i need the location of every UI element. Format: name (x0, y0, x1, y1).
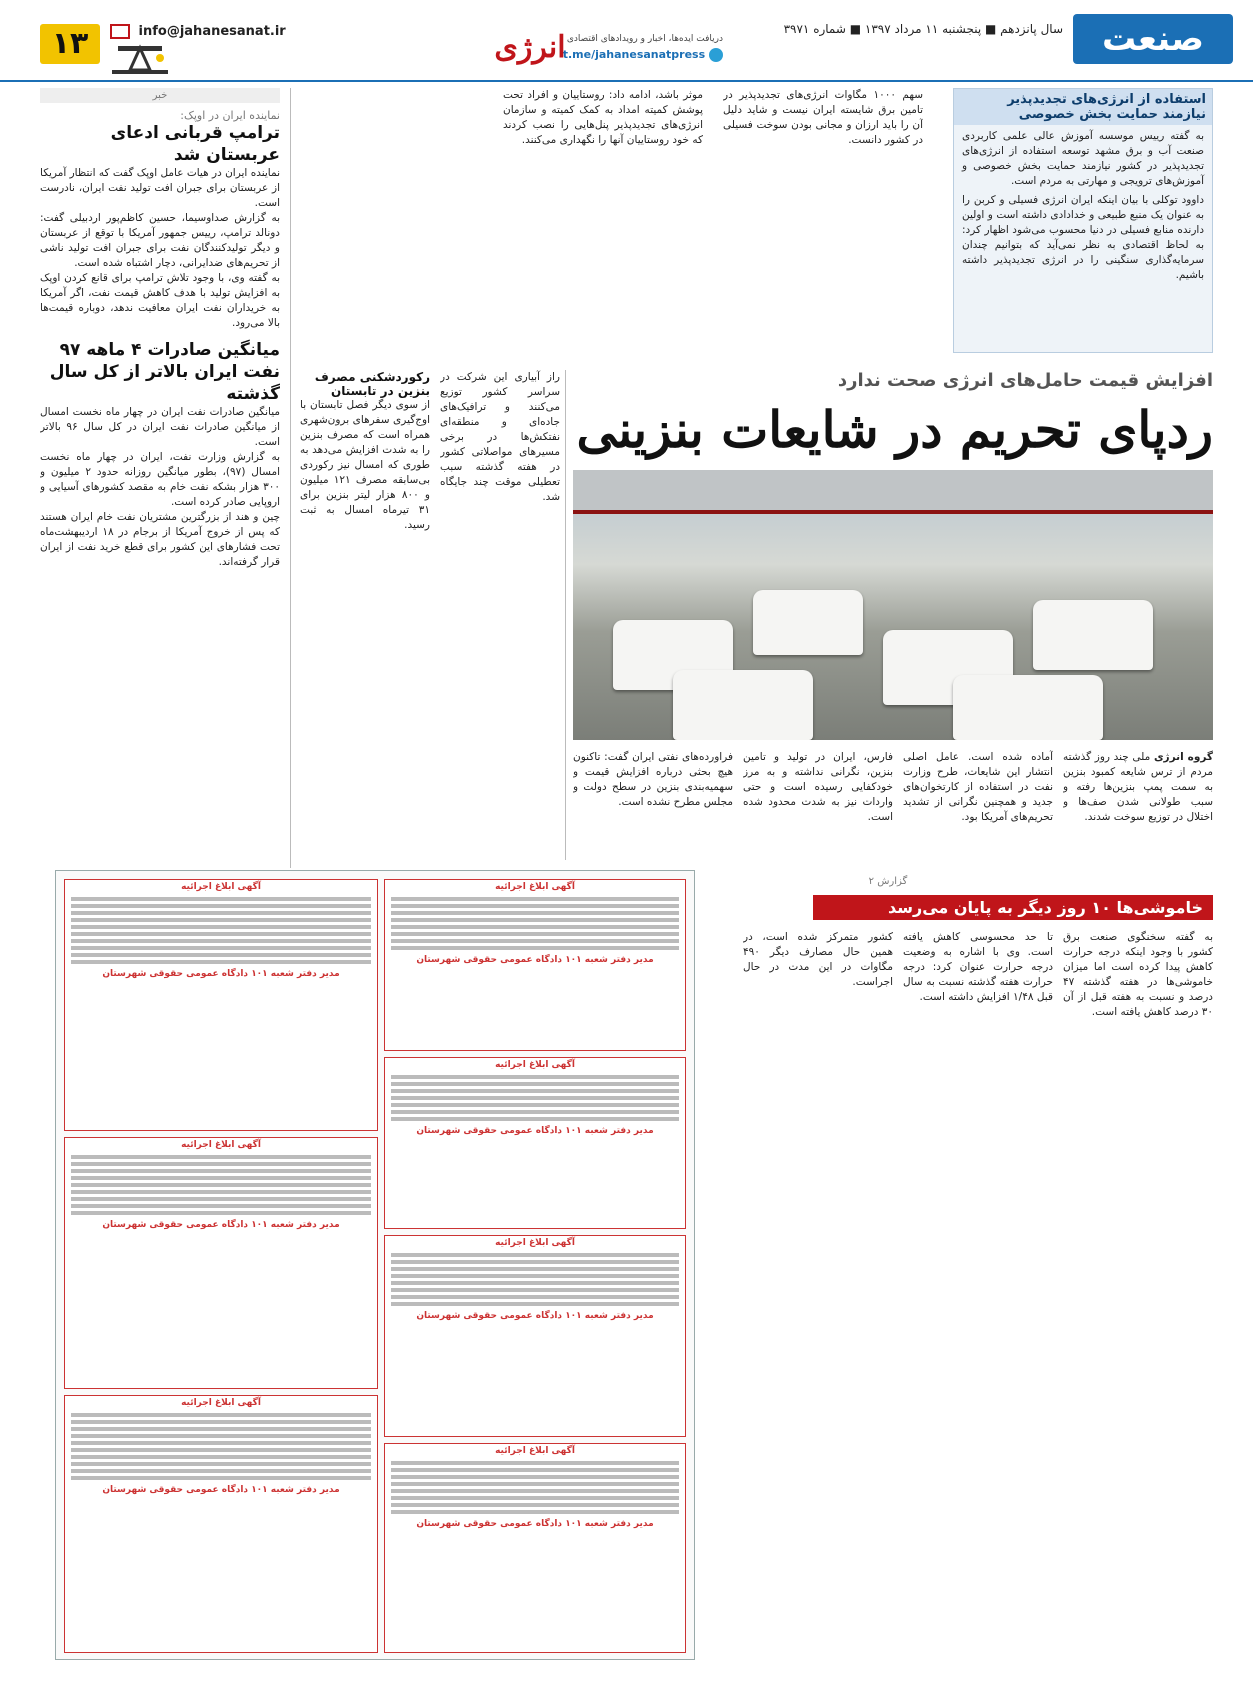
ad-block: آگهی ابلاغ اجرائیه مدیر دفتر شعبه ۱۰۱ دادگاه عمومی حقوقی شهرستان (64, 1395, 378, 1653)
main-lead (1063, 750, 1213, 860)
left-p1: نماینده ایران در هیات عامل اوپک گفت که انتظار آمریکا از عربستان برای جبران افت تولید نفت ایران، نادرست است. (40, 167, 280, 209)
ad-block: آگهی ابلاغ اجرائیه مدیر دفتر شعبه ۱۰۱ دادگاه عمومی حقوقی شهرستان (64, 879, 378, 1131)
left-col-label: خبر (40, 88, 280, 103)
main-headline: ردپای تحریم در شایعات بنزینی (576, 400, 1213, 459)
renewables-p2: داوود توکلی با بیان اینکه ایران انرژی فسیلی و کربن را به عنوان یک منبع طبیعی و خدادادی داشته است و اولین دارنده منابع فسیلی در دنیا محسوب می‌شود اظهار کرد: به لحاظ اقتصادی به نظر نمی‌آید که بتوانیم چندان سرمایه‌گذاری سنگینی را در انرژی تجدیدپذیر داشته باشیم. (962, 194, 1204, 281)
column-divider (565, 370, 566, 860)
issue-line: سال پانزدهم ■ پنجشنبه ۱۱ مرداد ۱۳۹۷ ■ شماره ۳۹۷۱ (783, 22, 1063, 36)
station-canopy (573, 470, 1213, 514)
main-p1: ملی چند روز گذشته مردم از ترس شایعه کمبود بنزین به سمت پمپ بنزین‌ها رفته و سبب طولانی شدن صف‌ها و اختلال در توزیع سوخت شدند. (1063, 751, 1213, 823)
gas-station-photo (573, 470, 1213, 740)
left-column (40, 88, 280, 888)
main-lead-label: گروه انرژی (1153, 751, 1213, 763)
telegram-icon (709, 48, 723, 62)
ad-block: آگهی ابلاغ اجرائیه مدیر دفتر شعبه ۱۰۱ دادگاه عمومی حقوقی شهرستان (64, 1137, 378, 1389)
left-p2: به گزارش صداوسیما، حسین کاظم‌پور اردبیلی گفت: دونالد ترامپ، رییس جمهور آمریکا با توقع از عربستان و دیگر تولیدکنندگان نفت برای جبران افت تولید ناشی از تحریم‌های ضدایرانی، دچار اشتباه شده است. (40, 212, 280, 269)
legal-ads (55, 870, 695, 1660)
consumption-title: رکوردشکنی مصرف بنزین در تابستان (314, 370, 430, 398)
report-p2: تا حد محسوسی کاهش یافته است. وی با اشاره به وضعیت درجه حرارت عنوان کرد: درجه حرارت هفته گذشته نسبت به سال قبل ۱/۴۸ افزایش داشته است. (903, 931, 1053, 1003)
left-p5: به گزارش وزارت نفت، ایران در چهار ماه نخست امسال (۹۷)، بطور میانگین روزانه حدود ۲ میلیون و ۳۰۰ هزار بشکه نفت خام به مقصد کشورهای آسیایی و اروپایی صادر کرده است. (40, 451, 280, 508)
left-kicker1: نماینده ایران در اوپک: (180, 109, 280, 122)
left-p4: میانگین صادرات نفت ایران در چهار ماه نخست امسال از میانگین صادرات نفت ایران در کل سال ۹۶ بالاتر است. (40, 406, 280, 448)
page-header (0, 0, 1253, 82)
page-number: ۱۳ (40, 24, 100, 64)
mail-icon (110, 24, 130, 39)
main-p2: آماده شده است. عامل اصلی انتشار این شایعات، طرح وزارت نفت در استفاده از کارتخوان‌های جدید و همچنین نگرانی از تشدید تحریم‌های آمریکا بود. (903, 751, 1053, 823)
section-title: انرژی (494, 30, 566, 65)
main-p4: فراورده‌های نفتی ایران گفت: تاکنون هیچ بحثی درباره افزایش قیمت و سهمیه‌بندی بنزین در سطح دولت و مجلس مطرح نشده است. (573, 751, 733, 808)
left-head2: میانگین صادرات ۴ ماهه ۹۷ نفت ایران بالاتر از کل سال گذشته (49, 340, 280, 404)
report-headline: خاموشی‌ها ۱۰ روز دیگر به پایان می‌رسد (813, 895, 1213, 920)
renewables-p1: به گفته رییس موسسه آموزش عالی علمی کاربردی صنعت آب و برق مشهد توسعه استفاده از انرژی‌های تجدیدپذیر در کشور نیازمند حمایت بخش خصوصی و آموزش‌های ترویجی و مهارتی به مردم است. (962, 130, 1204, 187)
renewables-p4: موثر باشد، ادامه داد: روستاییان و افراد تحت پوشش کمیته امداد به کمک کمیته و سازمان انرژی‌های تجدیدپذیر پنل‌هایی را نصب کردند که خود روستاییان آنها را نگهداری می‌کنند. (503, 89, 703, 146)
main-kicker: افزایش قیمت حامل‌های انرژی صحت ندارد (837, 370, 1213, 391)
report-label: گزارش ۲ (868, 876, 908, 887)
left-p6: چین و هند از بزرگترین مشتریان نفت خام ایران هستند که پس از خروج آمریکا از برجام در ۱۸ اردیبهشت‌ماه تحت فشارهای این کشور برای قطع خرید نفت از ایران قرار گرفته‌اند. (40, 511, 280, 568)
telegram-caption: دریافت ایده‌ها، اخبار و رویدادهای اقتصادی (566, 34, 723, 44)
main-p5: راز آبیاری این شرکت در سراسر کشور توزیع می‌کنند و ترافیک‌های جاده‌ای و منطقه‌ای نفتکش‌ها در برخی مسیرهای مواصلاتی کشور در هفته گذشته سبب تعطیلی موقت چند جایگاه شد. (440, 371, 560, 503)
main-p3: فارس، ایران در تولید و تامین بنزین، نگرانی نداشته و به مرز خودکفایی رسیده است و حتی واردات نیز به شدت محدود شده است. (743, 751, 893, 823)
oil-pump-icon (110, 40, 170, 76)
report-p1: به گفته سخنگوی صنعت برق کشور با وجود اینکه درجه حرارت کاهش پیدا کرده است اما میزان خاموشی‌ها در هفته گذشته ۴۷ درصد و نسبت به هفته قبل از آن ۳۰ درصد کاهش یافته است. (1063, 931, 1213, 1018)
email-link[interactable]: info@jahanesanat.ir (110, 24, 286, 39)
newspaper-logo: صنعت (1073, 14, 1233, 64)
telegram-link[interactable]: t.me/jahanesanatpress (563, 48, 723, 62)
consumption-p1: از سوی دیگر فصل تابستان با اوج‌گیری سفرهای برون‌شهری همراه است که مصرف بنزین را به شدت افزایش می‌دهد به طوری که امسال نیز رکوردی بی‌سابقه مصرف ۱۲۱ میلیون و ۸۰۰ هزار لیتر بنزین برای ۳۱ تیرماه امسال به ثبت رسید. (300, 399, 430, 531)
ad-block: آگهی ابلاغ اجرائیه مدیر دفتر شعبه ۱۰۱ دادگاه عمومی حقوقی شهرستان (384, 1443, 686, 1653)
ad-block: آگهی ابلاغ اجرائیه مدیر دفتر شعبه ۱۰۱ دادگاه عمومی حقوقی شهرستان (384, 1057, 686, 1229)
consumption-box (300, 370, 430, 860)
column-divider (290, 88, 291, 868)
report-p3: کشور متمرکز شده است، در همین حال مصارف دیگر ۴۹۰ مگاوات در این مدت در حال اجراست. (743, 931, 893, 988)
renewables-box-title: استفاده از انرژی‌های تجدیدپذیر نیازمند حمایت بخش خصوصی (954, 89, 1212, 125)
renewables-p3: سهم ۱۰۰۰ مگاوات انرژی‌های تجدیدپذیر در تامین برق شایسته ایران نیست و شاید دلیل آن را باید ارزان و مجانی بودن سوخت فسیلی در کشور دانست. (723, 89, 923, 146)
ad-block: آگهی ابلاغ اجرائیه مدیر دفتر شعبه ۱۰۱ دادگاه عمومی حقوقی شهرستان (384, 879, 686, 1051)
left-p3: به گفته وی، با وجود تلاش ترامپ برای قانع کردن اوپک به افزایش تولید با هدف کاهش قیمت نفت، اگر آمریکا به خریداران نفت ایران معافیت ندهد، دوباره قیمت‌ها بالا می‌رود. (40, 272, 280, 329)
ad-block: آگهی ابلاغ اجرائیه مدیر دفتر شعبه ۱۰۱ دادگاه عمومی حقوقی شهرستان (384, 1235, 686, 1437)
renewables-box (953, 88, 1213, 353)
left-head1: ترامپ قربانی ادعای عربستان شد (110, 123, 280, 165)
